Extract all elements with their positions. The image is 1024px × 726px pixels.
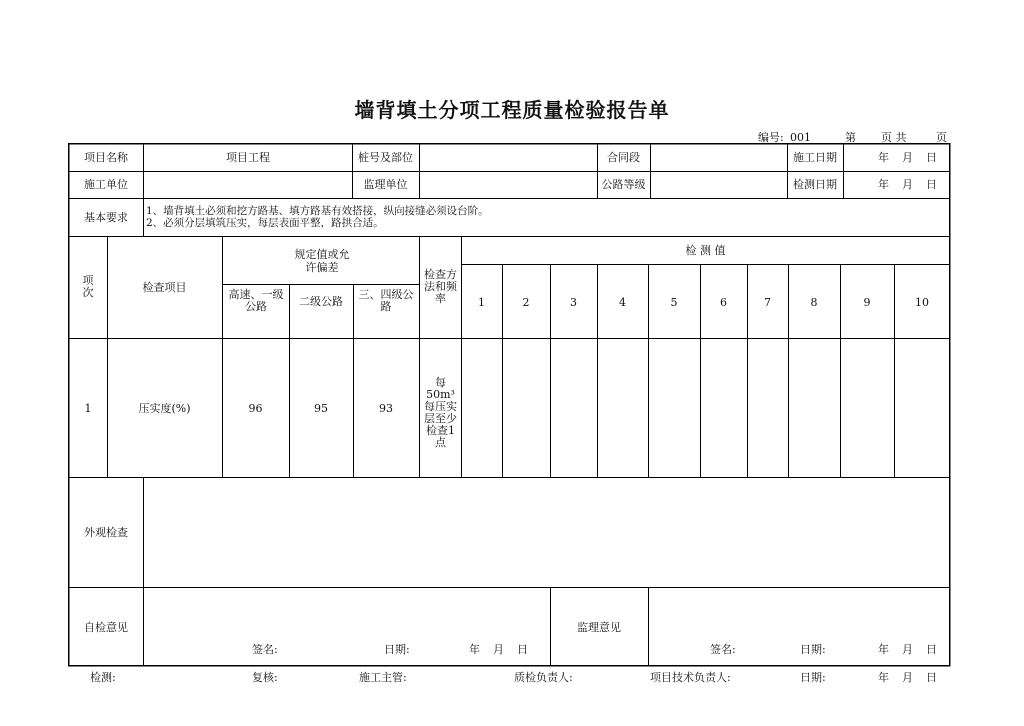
project-name-value[interactable]: 项目工程 — [226, 151, 270, 164]
construction-date-label: 施工日期 — [793, 151, 837, 164]
row-method: 每50m³每压实层至少检查1点 — [424, 376, 457, 449]
col-method-header: 检查方法和频率 — [424, 268, 457, 305]
col-spec-1-header: 高速、一级公路 — [228, 288, 284, 313]
self-check-year: 年 — [469, 643, 480, 656]
footer-month: 月 — [902, 671, 913, 684]
project-name-label: 项目名称 — [84, 151, 128, 164]
footer-construction-chief: 施工主管: — [359, 671, 407, 684]
col-no-header: 项次 — [82, 274, 94, 299]
measure-col-4: 4 — [619, 296, 626, 309]
self-check-month: 月 — [493, 643, 504, 656]
col-spec-3-header: 三、四级公路 — [358, 288, 414, 313]
measure-col-10: 10 — [915, 296, 929, 309]
serial-value: 001 — [790, 131, 811, 144]
supervision-unit-label: 监理单位 — [363, 178, 408, 191]
station-label: 桩号及部位 — [358, 151, 413, 164]
supervision-year: 年 — [878, 643, 889, 656]
col-spec-header: 规定值或允许偏差 — [294, 248, 350, 274]
supervision-month: 月 — [902, 643, 913, 656]
date-day: 日 — [926, 178, 937, 191]
measure-col-2: 2 — [522, 296, 530, 309]
col-measured-header: 检 测 值 — [685, 244, 726, 257]
footer-qc-lead: 质检负责人: — [514, 671, 573, 684]
supervision-day: 日 — [926, 643, 937, 656]
supervision-date-label: 日期: — [800, 643, 826, 656]
measure-col-1: 1 — [478, 296, 485, 309]
serial-label: 编号: — [758, 131, 784, 144]
row-no: 1 — [84, 402, 92, 415]
measure-col-5: 5 — [670, 296, 678, 309]
inspection-date-label: 检测日期 — [793, 178, 837, 191]
requirement-line-1: 1、墙背填土必须和挖方路基、填方路基有效搭接，纵向接缝必须设台阶。 — [146, 205, 489, 217]
footer-inspector: 检测: — [90, 671, 116, 684]
date-year: 年 — [878, 151, 889, 164]
supervision-opinion-label: 监理意见 — [577, 621, 621, 634]
road-grade-label: 公路等级 — [601, 178, 646, 191]
row-item: 压实度(%) — [138, 402, 191, 415]
page-suffix: 页 — [936, 131, 947, 144]
measure-col-9: 9 — [863, 296, 871, 309]
contract-label: 合同段 — [607, 151, 640, 164]
self-check-date-label: 日期: — [384, 643, 410, 656]
col-spec-2-header: 二级公路 — [299, 295, 343, 308]
requirement-line-2: 2、必须分层填筑压实，每层表面平整，路拱合适。 — [146, 217, 384, 229]
self-check-sign-label: 签名: — [252, 643, 278, 656]
appearance-label: 外观检查 — [84, 526, 128, 539]
col-item-header: 检查项目 — [142, 281, 187, 294]
date-day: 日 — [926, 151, 937, 164]
self-check-label: 自检意见 — [84, 621, 128, 634]
measure-col-7: 7 — [764, 296, 771, 309]
footer-year: 年 — [878, 671, 889, 684]
requirements-label: 基本要求 — [84, 211, 128, 224]
report-title: 墙背填土分项工程质量检验报告单 — [354, 98, 670, 122]
row-spec-2: 95 — [314, 402, 328, 415]
measure-col-6: 6 — [720, 296, 727, 309]
date-year: 年 — [878, 178, 889, 191]
footer-tech-lead: 项目技术负责人: — [650, 671, 731, 684]
row-spec-3: 93 — [379, 402, 393, 415]
footer-day: 日 — [926, 671, 937, 684]
row-spec-1: 96 — [248, 402, 263, 415]
page-prefix: 第 — [845, 131, 856, 144]
footer-date-label: 日期: — [800, 671, 826, 684]
measure-col-3: 3 — [570, 296, 577, 309]
self-check-day: 日 — [517, 643, 528, 656]
footer-reviewer: 复核: — [252, 671, 278, 684]
supervision-sign-label: 签名: — [710, 643, 736, 656]
construction-unit-label: 施工单位 — [84, 178, 128, 191]
date-month: 月 — [902, 178, 913, 191]
page-mid: 页 共 — [881, 131, 907, 144]
measure-col-8: 8 — [810, 296, 818, 309]
date-month: 月 — [902, 151, 913, 164]
